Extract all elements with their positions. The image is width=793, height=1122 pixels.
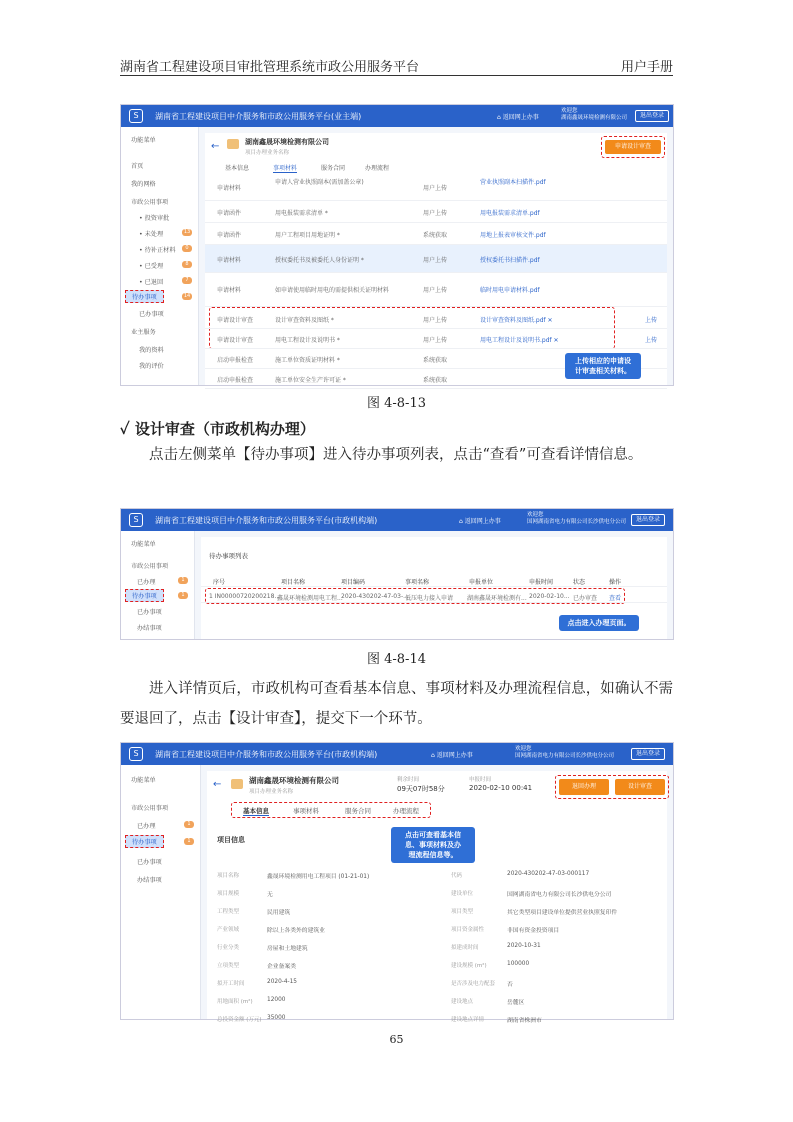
design-review-button[interactable]: 设计审查 (615, 779, 665, 795)
tab-process[interactable]: 办理流程 (365, 165, 390, 172)
callout-tabs: 点击可查看基本信 息、事项材料及办 理流程信息等。 (391, 827, 475, 863)
tab-process[interactable]: 办理流程 (393, 807, 419, 815)
apply-time-label: 申报时间 (469, 777, 492, 783)
badge: 0 (182, 245, 192, 252)
user-info (561, 108, 627, 122)
table-row: 申请设计审查 设计审查资料及图纸 * 用户上传 设计审查资料及图纸.pdf ✕ 上传 (205, 309, 667, 329)
field-label: 项目类型 (451, 909, 474, 915)
field-label: 立项类型 (217, 963, 240, 969)
menu-processed[interactable]: 已办理 (137, 823, 156, 830)
field-label: 项目名称 (217, 873, 240, 879)
menu-processed[interactable]: 已办理 (137, 579, 156, 586)
tab-contract[interactable]: 服务合同 (321, 165, 346, 172)
field-label: 总投资金额 (万元) (217, 1017, 262, 1023)
field-value: 国网湖南省电力有限公司长沙供电分公司 (507, 892, 612, 898)
badge: 1 (184, 838, 194, 845)
main-panel (207, 771, 667, 1024)
sidebar (121, 127, 199, 385)
sidebar (121, 765, 201, 1019)
top-bar (121, 105, 673, 127)
menu-my-eval[interactable]: 我的评价 (139, 363, 164, 370)
user-org: 国网湖南省电力有限公司长沙供电分公司 (515, 753, 615, 759)
menu-sub-5[interactable]: • 已退回 (139, 279, 164, 286)
table-row: 申请材料 授权委托书及被委托人身份证明 * 用户上传 授权委托书扫描件.pdf (205, 245, 667, 273)
table-row: 申请材料 如申请使用临时用电的需提供相关证明材料 用户上传 临时用电申请材料.pdf (205, 273, 667, 307)
main-panel (205, 133, 667, 385)
menu-done[interactable]: 已办事项 (137, 609, 162, 616)
folder-icon (227, 139, 239, 149)
menu-header: 功能菜单 (131, 777, 156, 784)
menu-header: 功能菜单 (131, 137, 156, 144)
back-arrow-icon[interactable]: ← (211, 141, 220, 152)
return-button[interactable]: 退回办理 (559, 779, 609, 795)
section-title: 项目信息 (217, 836, 245, 844)
menu-my-data[interactable]: 我的资料 (139, 347, 164, 354)
table-row: 申请设计审查 用电工程设计及说明书 * 用户上传 用电工程设计及说明书.pdf ✕ 上传 (205, 329, 667, 349)
field-label: 拟建成时间 (451, 945, 479, 951)
logout-button[interactable]: 退出登录 (635, 110, 669, 122)
platform-title: 湖南省工程建设项目中介服务和市政公用服务平台(市政机构端) (155, 750, 378, 759)
apply-review-button[interactable]: 申请设计审查 (605, 140, 661, 154)
user-info (515, 746, 614, 760)
home-label: 返回网上办事 (502, 114, 539, 121)
table-row: 申请函件 用电报装需求清单 * 用户上传 用电报装需求清单.pdf (205, 201, 667, 223)
home-link[interactable] (497, 112, 539, 121)
badge: 7 (182, 277, 192, 284)
field-value: 非国有资金投资项目 (507, 928, 560, 934)
tab-materials[interactable]: 事项材料 (273, 165, 298, 172)
field-value: 除以上各类外的建筑业 (267, 928, 325, 934)
company-name: 湖南鑫晟环境检测有限公司 (245, 138, 329, 146)
field-label: 建设地点 (451, 999, 474, 1005)
field-value: 房屋和土地建筑 (267, 946, 308, 952)
menu-active-todo[interactable]: 待办事项 (125, 835, 164, 848)
header-manual: 用户手册 (620, 60, 673, 75)
home-icon: ⌂ (497, 114, 503, 121)
field-value: 35000 (267, 1015, 286, 1021)
field-value: 2020-430202-47-03-000117 (507, 871, 590, 877)
header-title: 湖南省工程建设项目审批管理系统市政公用服务平台 (120, 60, 420, 75)
field-label: 建设规模 (m²) (451, 963, 487, 969)
user-org: 湖南鑫晟环境检测有限公司 (561, 115, 628, 121)
top-bar (121, 743, 673, 765)
tab-materials[interactable]: 事项材料 (293, 807, 319, 815)
field-label: 建设单位 (451, 891, 474, 897)
menu-active-todo[interactable]: 待办事项 (125, 290, 164, 303)
field-value: 12000 (267, 997, 286, 1003)
menu-my-grid[interactable]: 我的网格 (131, 181, 156, 188)
field-value: 湖南省株洲市 (507, 1018, 542, 1024)
paragraph: 进入详情页后，市政机构可查看基本信息、事项材料及办理流程信息，如确认不需要退回了，点击【设计审查】，提交下一个环节。 (120, 681, 673, 727)
page-number: 65 (389, 1033, 404, 1046)
welcome-text: 欢迎您 (527, 512, 544, 518)
platform-logo-icon: S (129, 747, 143, 761)
badge: 1 (184, 821, 194, 828)
table-row: 启动申报检查 施工单位安全生产许可证 * 系统获取 (205, 369, 667, 389)
menu-municipal[interactable]: 市政公用事项 (131, 563, 169, 570)
callout-view: 点击进入办理页面。 (559, 615, 639, 631)
field-label: 工程类型 (217, 909, 240, 915)
table-header: 序号 项目名称 项目编码 事项名称 申报单位 申报时间 状态 操作 (201, 573, 667, 587)
menu-active-todo[interactable]: 待办事项 (125, 589, 164, 602)
field-label: 代码 (451, 873, 463, 879)
top-bar (121, 509, 673, 531)
screenshot-detail (120, 742, 674, 1024)
menu-closed[interactable]: 办结事项 (137, 625, 162, 632)
menu-done[interactable]: 已办事项 (139, 311, 164, 318)
back-arrow-icon[interactable]: ← (213, 779, 222, 790)
screenshot-4-8-14 (120, 508, 674, 640)
badge: 8 (182, 261, 192, 268)
badge: 1 (178, 592, 188, 599)
view-link: 查看 (609, 595, 622, 602)
platform-title: 湖南省工程建设项目中介服务和市政公用服务平台(业主端) (155, 112, 362, 121)
home-icon: ⌂ (459, 518, 465, 525)
tab-basic[interactable]: 基本信息 (225, 165, 250, 172)
badge: 13 (183, 229, 191, 235)
upload-link: 上传 (645, 317, 658, 324)
field-label: 是否涉及电力配套 (451, 981, 496, 987)
sub-title: 项目办理业务名称 (249, 789, 294, 795)
menu-closed[interactable]: 办结事项 (137, 877, 162, 884)
welcome-text: 欢迎您 (561, 108, 578, 114)
platform-logo-icon: S (129, 513, 143, 527)
company-name: 湖南鑫晟环境检测有限公司 (249, 776, 339, 785)
field-value: 否 (507, 982, 513, 988)
table-row: 1 IN00000720200218... 鑫晟环境检测用电工程... 2020-430202-47-03-... 低压电力接入申请 湖南鑫晟环境检测有... 2020-02-10... 已办审查 查看 (201, 589, 667, 603)
table-row: 申请函件 用户工程项目用地证明 * 系统获取 用地上报表审核文件.pdf (205, 223, 667, 245)
welcome-text: 欢迎您 (515, 746, 532, 752)
field-value: 100000 (507, 961, 530, 967)
table-row: 启动申报检查 施工单位资质证明材料 * 系统获取 (205, 349, 667, 369)
badge: 1 (178, 577, 188, 584)
menu-sub-4[interactable]: • 已受理 (139, 263, 164, 270)
screenshot-4-8-13 (120, 104, 674, 386)
home-label: 返回网上办事 (464, 518, 501, 525)
badge: 14 (183, 293, 191, 299)
sub-title: 项目办理业务名称 (245, 150, 290, 156)
menu-home[interactable]: 首页 (131, 163, 144, 170)
table-row: 申请材料 申请人营业执照副本(需加盖公章) 用户上传 营业执照副本扫描件.pdf (205, 173, 667, 201)
menu-done[interactable]: 已办事项 (137, 859, 162, 866)
apply-time-value: 2020-02-10 00:41 (469, 784, 533, 792)
logout-button[interactable]: 退出登录 (631, 748, 665, 760)
field-value: 其它类型项目建设单位提供营业执照复印件 (507, 910, 618, 916)
menu-sub-2[interactable]: • 未处理 (139, 231, 164, 238)
menu-municipal[interactable]: 市政公用事项 (131, 199, 169, 206)
field-value: 鑫晟环境检测用电工程项目 (01-21-01) (267, 874, 370, 880)
upload-link: 上传 (645, 337, 658, 344)
tab-contract[interactable]: 服务合同 (345, 807, 371, 815)
field-value: 企业备案类 (267, 964, 296, 970)
folder-icon (231, 779, 243, 789)
field-label: 项目规模 (217, 891, 240, 897)
logout-button[interactable]: 退出登录 (631, 514, 665, 526)
sidebar (121, 531, 195, 639)
time-label: 剩余时间 (397, 777, 420, 783)
figure-caption: 图 4-8-13 (366, 396, 426, 411)
menu-header: 功能菜单 (131, 541, 156, 548)
callout-upload: 上传相应的申请设 计审查相关材料。 (565, 353, 641, 379)
section-heading: ✓ 设计审查（市政机构办理） (120, 420, 315, 438)
menu-municipal[interactable]: 市政公用事项 (131, 805, 169, 812)
home-link[interactable] (459, 516, 501, 525)
time-value: 09天07时58分 (397, 785, 445, 793)
field-label: 用地面积 (m²) (217, 999, 253, 1005)
home-link[interactable] (431, 750, 473, 759)
field-label: 拟开工时间 (217, 981, 245, 987)
menu-sub-3[interactable]: • 待补正材料 (139, 247, 176, 254)
field-value: 2020-10-31 (507, 943, 541, 949)
user-info (527, 512, 626, 526)
field-value: 岳麓区 (507, 1000, 525, 1006)
home-label: 返回网上办事 (436, 752, 473, 759)
menu-owner[interactable]: 业主服务 (131, 329, 156, 336)
field-label: 建设地点详情 (451, 1017, 485, 1023)
field-label: 产业领域 (217, 927, 240, 933)
platform-logo-icon: S (129, 109, 143, 123)
tab-basic[interactable]: 基本信息 (243, 807, 269, 815)
figure-caption: 图 4-8-14 (366, 652, 426, 667)
field-label: 项目资金属性 (451, 927, 485, 933)
user-org: 国网湖南省电力有限公司长沙供电分公司 (527, 519, 627, 525)
list-title: 待办事项列表 (209, 552, 248, 560)
menu-sub-1[interactable]: • 投资审批 (139, 215, 170, 222)
platform-title: 湖南省工程建设项目中介服务和市政公用服务平台(市政机构端) (155, 516, 378, 525)
page-header (120, 52, 673, 76)
main-panel (201, 537, 667, 639)
paragraph: 点击左侧菜单【待办事项】进入待办事项列表，点击“查看”可查看详情信息。 (149, 447, 643, 463)
field-label: 行业分类 (217, 945, 240, 951)
field-value: 无 (267, 892, 273, 898)
field-value: 2020-4-15 (267, 979, 298, 985)
field-value: 民用建筑 (267, 910, 291, 916)
home-icon: ⌂ (431, 752, 437, 759)
